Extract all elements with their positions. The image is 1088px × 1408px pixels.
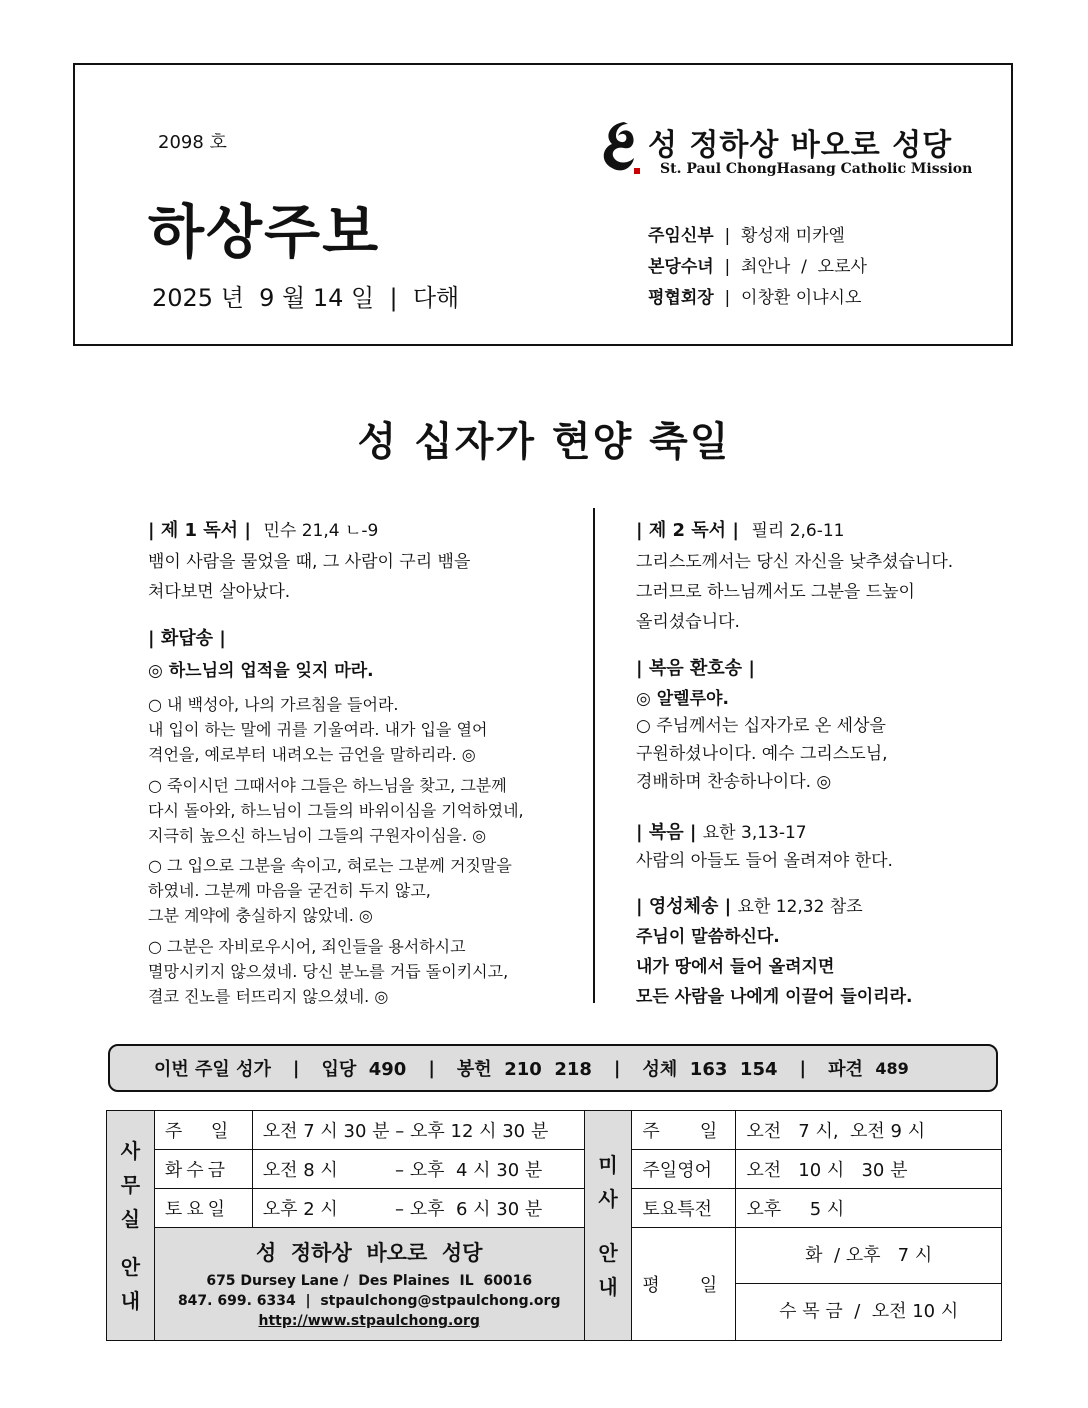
church-logo-icon xyxy=(598,118,642,178)
text-line: 격언을, 예로부터 내려오는 금언을 말하리라. ◎ xyxy=(148,745,476,764)
staff-name: | 황성재 미카엘 xyxy=(713,226,845,246)
staff-row-pastor xyxy=(648,221,845,246)
mass-day: 토요특전 xyxy=(632,1189,736,1228)
text-line: 내 입이 하는 말에 귀를 기울여라. 내가 입을 열어 xyxy=(148,720,488,739)
column-divider xyxy=(593,508,595,1003)
text-line: 주님이 말씀하신다. xyxy=(636,927,780,947)
label-char: 실 xyxy=(120,1206,141,1231)
label-char: 사 xyxy=(598,1186,618,1211)
info-table xyxy=(106,1110,1002,1341)
psalm-verse xyxy=(148,934,508,1009)
reading1-text xyxy=(148,547,470,607)
text-line: 쳐다보면 살아났다. xyxy=(148,582,291,602)
mass-day: 주 일 xyxy=(632,1111,736,1150)
text-line: 구원하셨나이다. 예수 그리스도님, xyxy=(636,744,888,764)
label-char: 안 xyxy=(120,1254,141,1279)
hymn-bar xyxy=(108,1044,998,1092)
bulletin-title: 하상주보 xyxy=(148,198,381,266)
text-line: 그러므로 하느님께서도 그분을 드높이 xyxy=(636,582,915,602)
office-vertical-label xyxy=(107,1111,155,1341)
label-char: 안 xyxy=(598,1240,618,1265)
reading1-label: | 제 1 독서 | xyxy=(148,520,251,541)
psalm-verse xyxy=(148,692,487,767)
communion-text xyxy=(636,922,912,1012)
hymn-entrance: 입당 490 xyxy=(321,1059,407,1080)
text-line: ○ 주님께서는 십자가로 온 세상을 xyxy=(636,716,886,736)
church-name: 성 정하상 바오로 성당 xyxy=(255,1241,483,1265)
gospel-text: 사람의 아들도 들어 올려져야 한다. xyxy=(636,851,893,871)
label-char: 사 xyxy=(120,1138,141,1163)
label-char: 무 xyxy=(120,1172,141,1197)
gospel-ref: 요한 3,13-17 xyxy=(702,823,807,843)
psalm-verse xyxy=(148,853,512,928)
separator: | xyxy=(292,1057,300,1079)
psalm-refrain: ◎ 하느님의 업적을 잊지 마라. xyxy=(148,661,374,681)
table-row xyxy=(107,1189,1002,1228)
church-info-cell xyxy=(154,1228,584,1341)
alleluia-refrain: ◎ 알렐루야. xyxy=(636,689,729,709)
communion-heading xyxy=(636,892,863,918)
table-row xyxy=(107,1111,1002,1150)
mass-day: 주일영어 xyxy=(632,1150,736,1189)
text-line: 올리셨습니다. xyxy=(636,612,740,632)
hymn-offertory: 봉헌 210 218 xyxy=(456,1059,592,1080)
label-char: 미 xyxy=(598,1152,618,1177)
office-day: 토요일 xyxy=(154,1189,252,1228)
text-line: 하였네. 그분께 마음을 굳건히 두지 않고, xyxy=(148,881,431,900)
psalm-heading: | 화답송 | xyxy=(148,628,226,649)
text-line: ○ 죽이시던 그때서야 그들은 하느님을 찾고, 그분께 xyxy=(148,776,507,795)
separator: | xyxy=(428,1057,435,1079)
alleluia-text xyxy=(636,712,888,796)
table-row xyxy=(107,1228,1002,1341)
staff-role: 주임신부 xyxy=(648,226,714,246)
weekday-time: 수 목 금 / 오전 10 시 xyxy=(779,1300,959,1322)
text-line: 내가 땅에서 들어 올려지면 xyxy=(636,957,835,977)
hymn-communion: 성체 163 154 xyxy=(642,1059,778,1080)
mass-time: 오전 10 시 30 분 xyxy=(736,1150,1002,1189)
weekday-label: 평 일 xyxy=(632,1228,736,1341)
mass-time: 오전 7 시, 오전 9 시 xyxy=(736,1111,1002,1150)
reading2-text xyxy=(636,547,953,637)
feast-title: 성 십자가 현양 축일 xyxy=(357,419,731,465)
office-day: 주 일 xyxy=(154,1111,252,1150)
office-day: 화수금 xyxy=(154,1150,252,1189)
separator: | xyxy=(613,1057,621,1079)
table-row xyxy=(107,1150,1002,1189)
mass-vertical-label xyxy=(584,1111,632,1341)
psalm-verse xyxy=(148,773,524,848)
office-time: 오전 8 시 – 오후 4 시 30 분 xyxy=(252,1150,584,1189)
label-char: 내 xyxy=(598,1274,618,1299)
text-line: 다시 돌아와, 하느님이 그들의 바위이심을 기억하였네, xyxy=(148,801,524,820)
staff-role: 본당수녀 xyxy=(648,257,714,277)
text-line: 지극히 높으신 하느님이 그들의 구원자이심을. ◎ xyxy=(148,826,487,845)
separator: | xyxy=(799,1057,807,1079)
date-line: 2025 년 9 월 14 일 | 다해 xyxy=(152,284,460,312)
staff-row-council xyxy=(648,283,861,308)
text-line: 그분 계약에 충실하지 않았네. ◎ xyxy=(148,906,373,925)
issue-number: 2098 호 xyxy=(158,132,227,153)
hymn-label: 이번 주일 성가 xyxy=(154,1059,271,1080)
text-line: 멸망시키지 않으셨네. 당신 분노를 거듭 돌이키시고, xyxy=(148,962,509,981)
reading2-heading xyxy=(636,516,845,542)
church-name-english: St. Paul ChongHasang Catholic Mission xyxy=(660,161,973,177)
office-time: 오후 2 시 – 오후 6 시 30 분 xyxy=(252,1189,584,1228)
text-line: 결코 진노를 터뜨리지 않으셨네. ◎ xyxy=(148,987,389,1006)
text-line: ○ 그분은 자비로우시어, 죄인들을 용서하시고 xyxy=(148,937,466,956)
text-line: 모든 사람을 나에게 이끌어 들이리라. xyxy=(636,987,913,1007)
label-char: 내 xyxy=(120,1288,141,1313)
church-name-korean: 성 정하상 바오로 성당 xyxy=(648,128,953,163)
text-line: 뱀이 사람을 물었을 때, 그 사람이 구리 뱀을 xyxy=(148,552,471,572)
mass-time: 오후 5 시 xyxy=(736,1189,1002,1228)
weekday-time: 화 / 오후 7 시 xyxy=(736,1229,1001,1284)
text-line: 경배하며 찬송하나이다. ◎ xyxy=(636,772,832,792)
church-contact: 847. 699. 6334 | stpaulchong@stpaulchong.org xyxy=(177,1293,561,1309)
church-website-link[interactable]: http://www.stpaulchong.org xyxy=(258,1313,480,1329)
hymn-dismissal-label: 파견 xyxy=(828,1059,863,1080)
text-line: ○ 내 백성아, 나의 가르침을 들어라. xyxy=(148,695,399,714)
staff-row-sister xyxy=(648,252,867,277)
communion-label: | 영성체송 | xyxy=(636,896,732,917)
staff-role: 평협회장 xyxy=(648,288,714,308)
text-line: 그리스도께서는 당신 자신을 낮추셨습니다. xyxy=(636,552,954,572)
reading2-ref: 필리 2,6-11 xyxy=(751,521,845,541)
hymn-dismissal-number: 489 xyxy=(875,1058,909,1078)
gospel-label: | 복음 | xyxy=(636,822,697,843)
staff-name: | 최안나 / 오로사 xyxy=(713,257,867,277)
communion-ref: 요한 12,32 참조 xyxy=(737,897,863,917)
text-line: ○ 그 입으로 그분을 속이고, 혀로는 그분께 거짓말을 xyxy=(148,856,512,875)
staff-name: | 이창환 이냐시오 xyxy=(713,288,862,308)
gospel-heading xyxy=(636,818,807,844)
church-address: 675 Dursey Lane / Des Plaines IL 60016 xyxy=(206,1273,533,1289)
weekday-times-cell xyxy=(736,1228,1002,1341)
office-time: 오전 7 시 30 분 – 오후 12 시 30 분 xyxy=(252,1111,584,1150)
reading2-label: | 제 2 독서 | xyxy=(636,520,739,541)
reading1-ref: 민수 21,4 ㄴ-9 xyxy=(263,521,379,541)
reading1-heading xyxy=(148,516,378,542)
alleluia-heading: | 복음 환호송 | xyxy=(636,658,755,679)
